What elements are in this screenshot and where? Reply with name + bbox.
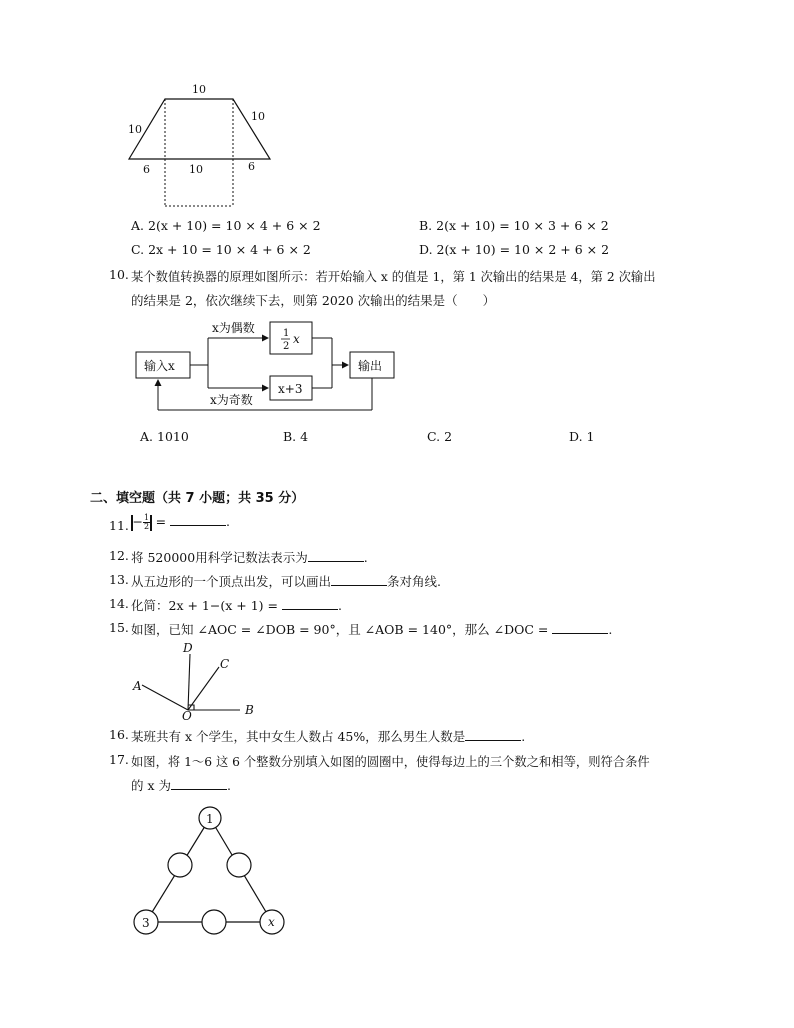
q10-line1: 某个数值转换器的原理如图所示：若开始输入 x 的值是 1，第 1 次输出的结果是 4，第 2 次输出: [131, 270, 656, 284]
label-top: 1: [206, 812, 214, 826]
label-b: B: [245, 703, 254, 717]
q14-line: [131, 596, 342, 614]
q14-text: 化简：2x + 1−(x + 1) =: [131, 598, 278, 613]
minus-sign: −: [132, 514, 143, 529]
label-bottom-mid: 10: [189, 163, 203, 176]
option-letter: D.: [569, 429, 583, 444]
period: .: [521, 729, 526, 744]
period: .: [226, 514, 231, 529]
q15-text: 如图，已知 ∠AOC = ∠DOB = 90°，且 ∠AOB = 140°，那么 ∠DOC =: [131, 622, 549, 637]
half-numerator: 1: [283, 328, 290, 339]
option-letter: C.: [131, 242, 145, 257]
circle-right-mid: [227, 853, 251, 877]
q15-line: [131, 620, 612, 638]
option-letter: D.: [419, 242, 433, 257]
q10-line2: 的结果是 2，依次继续下去，则第 2020 次输出的结果是（ ）: [131, 293, 496, 308]
option-letter: A.: [131, 218, 145, 233]
q16-line: [131, 727, 525, 745]
trapezoid-figure: [120, 80, 290, 210]
q10-number: 10.: [109, 267, 129, 282]
ray-od: [188, 654, 190, 710]
q13-number: 13.: [109, 572, 129, 587]
option-text: 2x + 10 = 10 × 4 + 6 × 2: [148, 242, 311, 257]
q12-line: [131, 548, 368, 566]
equals-sign: =: [155, 514, 167, 529]
half-denominator: 2: [283, 341, 290, 352]
section-title: 二、填空题（共 7 小题；共 35 分）: [90, 491, 305, 506]
option-text: 2(x + 10) = 10 × 2 + 6 × 2: [436, 242, 610, 257]
angle-figure: [128, 640, 268, 722]
even-label: x为偶数: [212, 321, 255, 335]
q13-line: [131, 572, 441, 590]
answer-blank[interactable]: [465, 728, 521, 741]
circle-bottom-mid: [202, 910, 226, 934]
option-text: 4: [300, 429, 309, 444]
half-box: [270, 322, 312, 354]
output-box-label: 输出: [358, 359, 383, 373]
q12-number: 12.: [109, 548, 129, 563]
abs-bar-right: [150, 515, 152, 531]
label-d: D: [183, 641, 193, 655]
q9-option-d: [419, 242, 609, 257]
q16-text: 某班共有 x 个学生，其中女生人数占 45%，那么男生人数是: [131, 729, 466, 744]
option-text: 2: [444, 429, 453, 444]
option-text: 1: [586, 429, 595, 444]
label-right: 10: [251, 110, 265, 123]
option-letter: B.: [283, 429, 297, 444]
q9-option-a: [131, 218, 321, 233]
answer-blank[interactable]: [308, 549, 364, 562]
q14-number: 14.: [109, 596, 129, 611]
ray-oa: [142, 685, 188, 710]
plus-box-label: x+3: [278, 382, 303, 396]
q10-option-a: [140, 429, 189, 444]
circle-left-mid: [168, 853, 192, 877]
trapezoid-shape: [129, 99, 270, 159]
q10-option-b: [283, 429, 308, 444]
q17-text: 的 x 为: [131, 778, 171, 793]
q15-number: 15.: [109, 620, 129, 635]
answer-blank[interactable]: [170, 513, 226, 526]
period: .: [363, 550, 368, 565]
q11-expression: [131, 513, 230, 531]
q13-text-a: 从五边形的一个顶点出发，可以画出: [131, 574, 332, 589]
dashed-rectangle: [165, 99, 233, 206]
triangle-figure: [128, 800, 298, 945]
option-text: 2(x + 10) = 10 × 3 + 6 × 2: [436, 218, 609, 233]
q17-line2: [131, 776, 231, 794]
option-text: 2(x + 10) = 10 × 4 + 6 × 2: [148, 218, 321, 233]
option-letter: C.: [427, 429, 441, 444]
odd-label: x为奇数: [210, 393, 253, 407]
q13-text-b: 条对角线.: [387, 574, 441, 589]
half-fraction: [143, 514, 150, 531]
q17-number: 17.: [109, 752, 129, 767]
label-bottom-left: 6: [143, 163, 150, 176]
label-bottom-right: 6: [248, 160, 255, 173]
label-bottom-right: x: [268, 915, 275, 929]
answer-blank[interactable]: [171, 777, 227, 790]
period: .: [608, 622, 613, 637]
label-left: 10: [128, 123, 142, 136]
q10-option-c: [427, 429, 452, 444]
answer-blank[interactable]: [282, 597, 338, 610]
input-box-label: 输入x: [144, 359, 175, 373]
q11-number: 11.: [109, 518, 129, 533]
q16-number: 16.: [109, 727, 129, 742]
period: .: [227, 778, 231, 793]
q9-option-b: [419, 218, 609, 233]
label-o: O: [182, 709, 192, 723]
q9-option-c: [131, 242, 311, 257]
q10-option-d: [569, 429, 595, 444]
label-bottom-left: 3: [142, 916, 150, 930]
label-a: A: [133, 679, 142, 693]
label-c: C: [220, 657, 230, 671]
option-letter: B.: [419, 218, 433, 233]
q17-line1: 如图，将 1～6 这 6 个整数分别填入如图的圆圈中，使得每边上的三个数之和相等，则符合条件: [131, 755, 650, 769]
answer-blank[interactable]: [552, 621, 608, 634]
half-variable: x: [293, 332, 300, 346]
answer-blank[interactable]: [331, 573, 387, 586]
period: .: [337, 598, 342, 613]
label-top: 10: [192, 83, 206, 96]
option-text: 1010: [157, 429, 189, 444]
ray-oc: [188, 667, 219, 710]
q12-text: 将 520000用科学记数法表示为: [131, 550, 308, 565]
fraction-numerator: 1: [143, 513, 150, 522]
flowchart-figure: [130, 318, 410, 418]
fraction-denominator: 2: [143, 522, 150, 531]
option-letter: A.: [140, 429, 154, 444]
